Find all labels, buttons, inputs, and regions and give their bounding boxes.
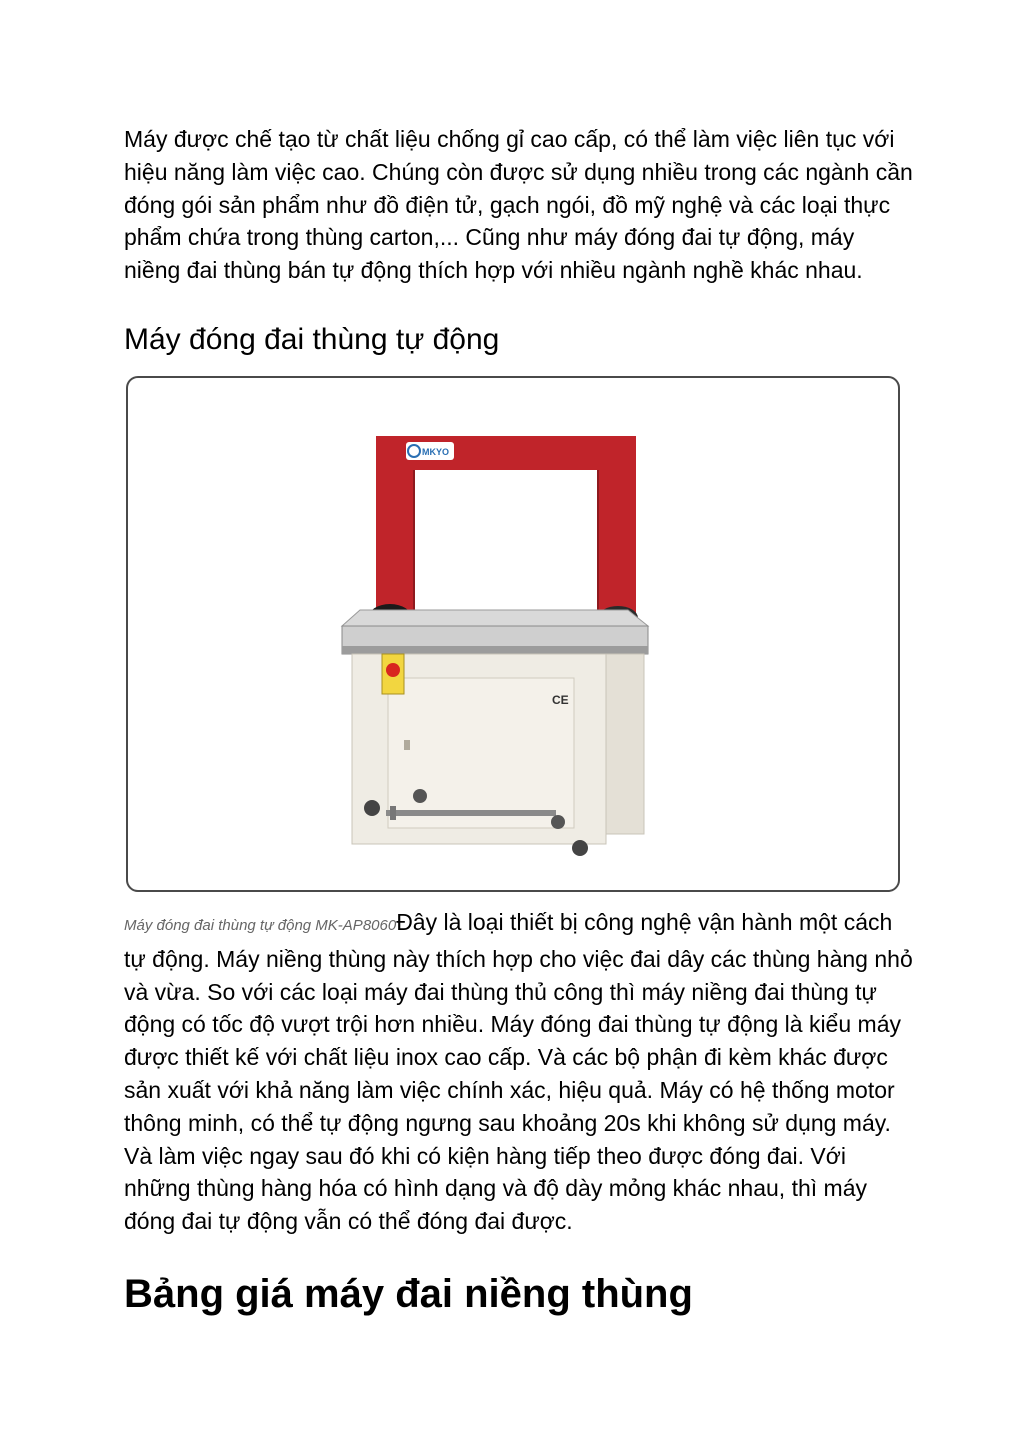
- strapping-machine-image: [128, 378, 898, 890]
- intro-paragraph: Máy được chế tạo từ chất liệu chống gỉ cao cấp, có thể làm việc liên tục với hiệu năng làm việc cao. Chúng còn được sử dụng nhiều trong các ngành cần đóng gói sản phẩm như đồ điện tử, gạch ngói, đồ mỹ nghệ và các loại thực phẩm chứa trong thùng carton,... Cũng như máy đóng đai tự động, máy niềng đai thùng bán tự động thích hợp với nhiều ngành nghề khác nhau.: [124, 126, 913, 284]
- figure-caption: Máy đóng đai thùng tự động MK-AP8060: [124, 917, 397, 934]
- emergency-stop: [386, 663, 400, 677]
- body-paragraph: [124, 906, 914, 1238]
- section-heading: Máy đóng đai thùng tự động: [124, 323, 500, 356]
- price-heading: Bảng giá máy đai niềng thùng: [124, 1272, 693, 1316]
- ce-mark: CE: [552, 693, 569, 707]
- foot-bar: [390, 806, 396, 820]
- brand-logo-text: MKYO: [422, 447, 449, 457]
- product-image-frame: [126, 376, 900, 892]
- body-paragraph-text: Đây là loại thiết bị công nghệ vận hành một cách tự động. Máy niềng thùng này thích hợp cho việc đai dây các thùng hàng nhỏ và vừa. So với các loại máy đai thùng thủ công thì máy niềng đai thùng tự động có tốc độ vượt trội hơn nhiều. Máy đóng đai thùng tự động là kiểu máy được thiết kế với chất liệu inox cao cấp. Và các bộ phận đi kèm khác được sản xuất với khả năng làm việc chính xác, hiệu quả. Máy có hệ thống motor thông minh, có thể tự động ngưng sau khoảng 20s khi không sử dụng máy. Và làm việc ngay sau đó khi có kiện hàng tiếp theo được đóng đai. Với những thùng hàng hóa có hình dạng và độ dày mỏng khác nhau, thì máy đóng đai tự động vẫn có thể đóng đai được.: [124, 909, 913, 1235]
